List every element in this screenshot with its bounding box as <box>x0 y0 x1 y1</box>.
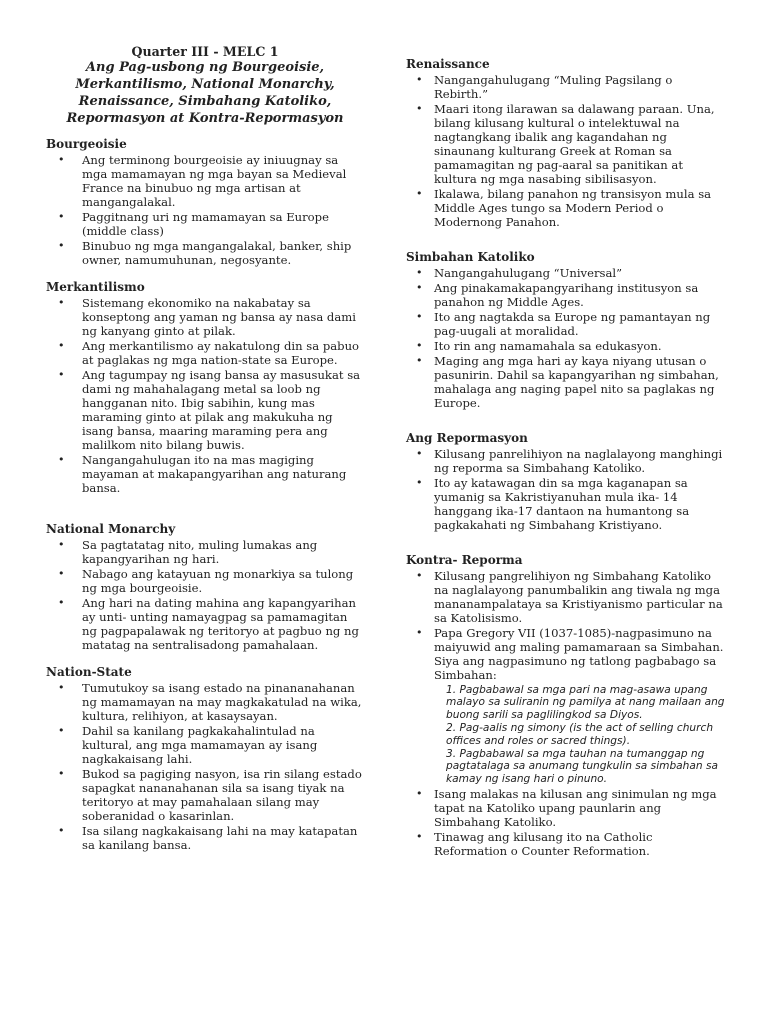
right-column <box>406 57 728 859</box>
list-item: • Sistemang ekonomiko na nakabatay sa konseptong ang yaman ng bansa ay nasa dami ng kanyang ginto at pilak. <box>46 296 364 338</box>
list-item: • Isang malakas na kilusan ang sinimulan ng mga tapat na Katoliko upang paunlarin ang Simbahang Katoliko. <box>406 787 728 829</box>
list-item: • Binubuo ng mga mangangalakal, banker, ship owner, namumuhunan, negosyante. <box>46 239 364 267</box>
sublist-item: 3. Pagbabawal sa mga tauhan na tumanggap ng pagtatalaga sa anumang tungkulin sa simbahan sa kamay ng isang hari o pinuno. <box>446 748 718 785</box>
bullet-list <box>406 569 728 858</box>
section-title: Nation-State <box>46 665 132 679</box>
list-item: • Maari itong ilarawan sa dalawang paraan. Una, bilang kilusang kultural o intelektuwal na nagtangkang ibalik ang kagandahan ng sinaunang kulturang Greek at Roman sa pamamagitan ng pag-aaral sa panitikan at kultura ng mga nasabing sibilisasyon. <box>406 102 728 186</box>
title-line: Repormasyon at Kontra-Repormasyon <box>66 111 344 126</box>
left-column <box>46 0 364 853</box>
list-item: • Ang hari na dating mahina ang kapangyarihan ay unti- unting namayagpag sa pamamagitan ng pagpapalawak ng teritoryo at pagbuo ng ng matatag na sentralisadong pamahalaan. <box>46 596 364 652</box>
bullet-list <box>46 296 364 495</box>
sublist-item: 2. Pag-aalis ng simony (is the act of selling church offices and roles or sacred things). <box>446 722 714 747</box>
list-item: • Ito ang nagtakda sa Europe ng pamantayan ng pag-uugali at moralidad. <box>406 310 728 338</box>
bullet-list <box>406 73 728 229</box>
section-title: Renaissance <box>406 57 490 71</box>
bullet-list <box>46 681 364 852</box>
title-line: Ang Pag-usbong ng Bourgeoisie, <box>85 60 325 75</box>
list-item: • Nangangahulugang “Universal” <box>406 266 728 280</box>
list-item: • Tumutukoy sa isang estado na pinananahanan ng mamamayan na may magkakatulad na wika, kultura, relihiyon, at kasaysayan. <box>46 681 364 723</box>
list-item: • Ang merkantilismo ay nakatulong din sa pabuo at paglakas ng mga nation-state sa Europe. <box>46 339 364 367</box>
section-title: Kontra- Reporma <box>406 553 523 567</box>
section-national-monarchy <box>46 522 364 652</box>
list-item: • Tinawag ang kilusang ito na Catholic Reformation o Counter Reformation. <box>406 830 728 858</box>
bullet-list <box>46 538 364 652</box>
list-item: • Ito ay katawagan din sa mga kaganapan sa yumanig sa Kakristiyanuhan mula ika- 14 hanggang ika-17 dantaon na humantong sa pagkakahati ng Simbahang Kristiyano. <box>406 476 728 532</box>
list-item: • Nabago ang katayuan ng monarkiya sa tulong ng mga bourgeoisie. <box>46 567 364 595</box>
section-title: Merkantilismo <box>46 280 145 294</box>
quarter-label: Quarter III - MELC 1 <box>131 44 279 59</box>
list-item: • Kilusang pangrelihiyon ng Simbahang Katoliko na naglalayong panumbalikin ang tiwala ng mga mananampalataya sa Kristiyanismo particular na sa Katolisismo. <box>406 569 728 625</box>
bullet-list <box>406 266 728 410</box>
list-item: • Ito rin ang namamahala sa edukasyon. <box>406 339 728 353</box>
list-item: • Sa pagtatatag nito, muling lumakas ang kapangyarihan ng hari. <box>46 538 364 566</box>
section-simbahan-katoliko <box>406 250 728 410</box>
list-item: • Ang pinakamakapangyarihang institusyon sa panahon ng Middle Ages. <box>406 281 728 309</box>
bullet-list <box>406 447 728 532</box>
list-item <box>406 626 728 785</box>
list-item: • Dahil sa kanilang pagkakahalintulad na kultural, ang mga mamamayan ay isang nagkakaisang lahi. <box>46 724 364 766</box>
section-renaissance <box>406 57 728 229</box>
section-bourgeoisie <box>46 137 364 267</box>
title-line: Renaissance, Simbahang Katoliko, <box>78 94 332 109</box>
list-item-text: Papa Gregory VII (1037-1085)-nagpasimuno na maiyuwid ang maling pamamaraan sa Simbahan. Siya ang nagpasimuno ng tatlong pagbabago sa Simbahan: <box>434 626 724 682</box>
list-item: • Ang tagumpay ng isang bansa ay masusukat sa dami ng mahahalagang metal sa loob ng hangganan nito. Ibig sabihin, kung mas maraming ginto at pilak ang makukuha ng isang bansa, maaring maraming pera ang malilkom nito bilang buwis. <box>46 368 364 452</box>
list-item: • Nangangahulugan ito na mas magiging mayaman at makapangyarihan ang naturang bansa. <box>46 453 364 495</box>
list-item: • Nangangahulugang “Muling Pagsilang o Rebirth.” <box>406 73 728 101</box>
document-header <box>46 44 364 127</box>
bullet-list <box>46 153 364 267</box>
reform-sublist <box>434 684 728 785</box>
sublist-item: 1. Pagbabawal sa mga pari na mag-asawa upang malayo sa suliranin ng pamilya at nang mailaan ang buong sarili sa paglilingkod sa Diyos. <box>446 684 725 721</box>
section-kontra-reporma <box>406 553 728 858</box>
list-item: • Ang terminong bourgeoisie ay iniuugnay sa mga mamamayan ng mga bayan sa Medieval France na binubuo ng mga artisan at mangangalakal. <box>46 153 364 209</box>
section-merkantilismo <box>46 280 364 495</box>
section-title: Simbahan Katoliko <box>406 250 535 264</box>
section-repormasyon <box>406 431 728 532</box>
section-title: National Monarchy <box>46 522 176 536</box>
section-nation-state <box>46 665 364 852</box>
list-item: • Bukod sa pagiging nasyon, isa rin silang estado sapagkat nananahanan sila sa isang tiyak na teritoryo at may pamahalaan silang may soberanidad o kasarinlan. <box>46 767 364 823</box>
section-title: Ang Repormasyon <box>406 431 528 445</box>
list-item: • Ikalawa, bilang panahon ng transisyon mula sa Middle Ages tungo sa Modern Period o Modernong Panahon. <box>406 187 728 229</box>
document-title <box>46 59 364 127</box>
title-line: Merkantilismo, National Monarchy, <box>75 77 335 92</box>
list-item: • Kilusang panrelihiyon na naglalayong manghingi ng reporma sa Simbahang Katoliko. <box>406 447 728 475</box>
list-item: • Maging ang mga hari ay kaya niyang utusan o pasunirin. Dahil sa kapangyarihan ng simbahan, mahalaga ang naging papel nito sa paglakas ng Europe. <box>406 354 728 410</box>
list-item: • Paggitnang uri ng mamamayan sa Europe (middle class) <box>46 210 364 238</box>
section-title: Bourgeoisie <box>46 137 127 151</box>
list-item: • Isa silang nagkakaisang lahi na may katapatan sa kanilang bansa. <box>46 824 364 852</box>
